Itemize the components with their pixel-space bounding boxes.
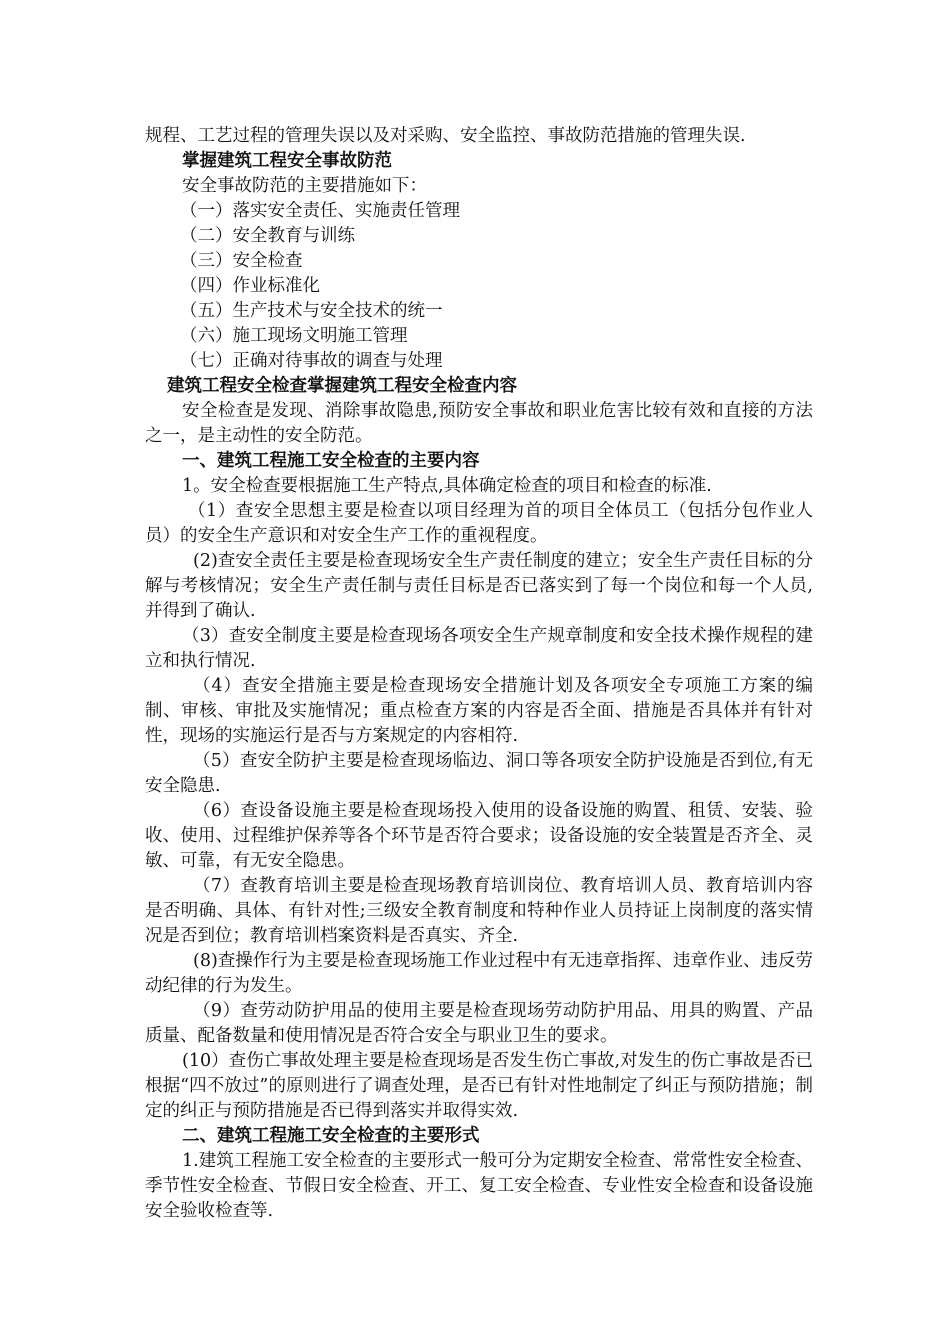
paragraph-intro-measures: 安全事故防范的主要措施如下： — [182, 176, 427, 196]
list-item: （一）落实安全责任、实施责任管理 — [180, 201, 460, 221]
paragraph-item: （9）查劳动防护用品的使用主要是检查现场劳动防护用品、用具的购置、产品质量、配备数量和使用情况是否符合安全与职业卫生的要求。 — [145, 1001, 813, 1046]
list-item: （四）作业标准化 — [180, 276, 320, 296]
subheading-main-forms: 二、建筑工程施工安全检查的主要形式 — [182, 1126, 480, 1146]
list-item: （五）生产技术与安全技术的统一 — [180, 301, 443, 321]
subheading-main-contents: 一、建筑工程施工安全检查的主要内容 — [182, 451, 480, 471]
paragraph-item-1: 1。安全检查要根据施工生产特点,具体确定检查的项目和检查的标准. — [182, 476, 712, 496]
paragraph-inspection-definition: 安全检查是发现、消除事故隐患,预防安全事故和职业危害比较有效和直接的方法之一，是主动性的安全防范。 — [145, 401, 813, 446]
list-item: （三）安全检查 — [180, 251, 303, 271]
paragraph-item: 1.建筑工程施工安全检查的主要形式一般可分为定期安全检查、常常性安全检查、季节性安全检查、节假日安全检查、开工、复工安全检查、专业性安全检查和设备设施安全验收检查等. — [145, 1151, 813, 1221]
paragraph-item: （3）查安全制度主要是检查现场各项安全生产规章制度和安全技术操作规程的建立和执行情况. — [145, 626, 813, 671]
list-item: （二）安全教育与训练 — [180, 226, 355, 246]
section-heading-accident-prevention: 掌握建筑工程安全事故防范 — [182, 151, 392, 171]
paragraph-item: （4）查安全措施主要是检查现场安全措施计划及各项安全专项施工方案的编制、审核、审批及实施情况；重点检查方案的内容是否全面、措施是否具体并有针对性，现场的实施运行是否与方案规定的内容相符. — [145, 676, 813, 746]
paragraph-continuation: 规程、工艺过程的管理失误以及对采购、安全监控、事故防范措施的管理失误. — [145, 126, 746, 146]
section-heading-safety-inspection: 建筑工程安全检查掌握建筑工程安全检查内容 — [167, 376, 517, 396]
paragraph-item: （5）查安全防护主要是检查现场临边、洞口等各项安全防护设施是否到位,有无安全隐患. — [145, 751, 813, 796]
document-body — [145, 124, 813, 1224]
paragraph-item: (2)查安全责任主要是检查现场安全生产责任制度的建立；安全生产责任目标的分解与考核情况；安全生产责任制与责任目标是否已落实到了每一个岗位和每一个人员,并得到了确认. — [145, 551, 813, 621]
list-item: （六）施工现场文明施工管理 — [180, 326, 408, 346]
paragraph-item: (10）查伤亡事故处理主要是检查现场是否发生伤亡事故,对发生的伤亡事故是否已根据“四不放过”的原则进行了调查处理，是否已有针对性地制定了纠正与预防措施；制定的纠正与预防措施是否已得到落实并取得实效. — [145, 1051, 813, 1121]
paragraph-item: （7）查教育培训主要是检查现场教育培训岗位、教育培训人员、教育培训内容是否明确、具体、有针对性;三级安全教育制度和特种作业人员持证上岗制度的落实情况是否到位；教育培训档案资料是否真实、齐全. — [145, 876, 813, 946]
list-item: （七）正确对待事故的调查与处理 — [180, 351, 443, 371]
paragraph-item: (8)查操作行为主要是检查现场施工作业过程中有无违章指挥、违章作业、违反劳动纪律的行为发生。 — [145, 951, 813, 996]
paragraph-item: （1）查安全思想主要是检查以项目经理为首的项目全体员工（包括分包作业人员）的安全生产意识和对安全生产工作的重视程度。 — [145, 501, 813, 546]
paragraph-item: （6）查设备设施主要是检查现场投入使用的设备设施的购置、租赁、安装、验收、使用、过程维护保养等各个环节是否符合要求；设备设施的安全装置是否齐全、灵敏、可靠，有无安全隐患。 — [145, 801, 813, 871]
